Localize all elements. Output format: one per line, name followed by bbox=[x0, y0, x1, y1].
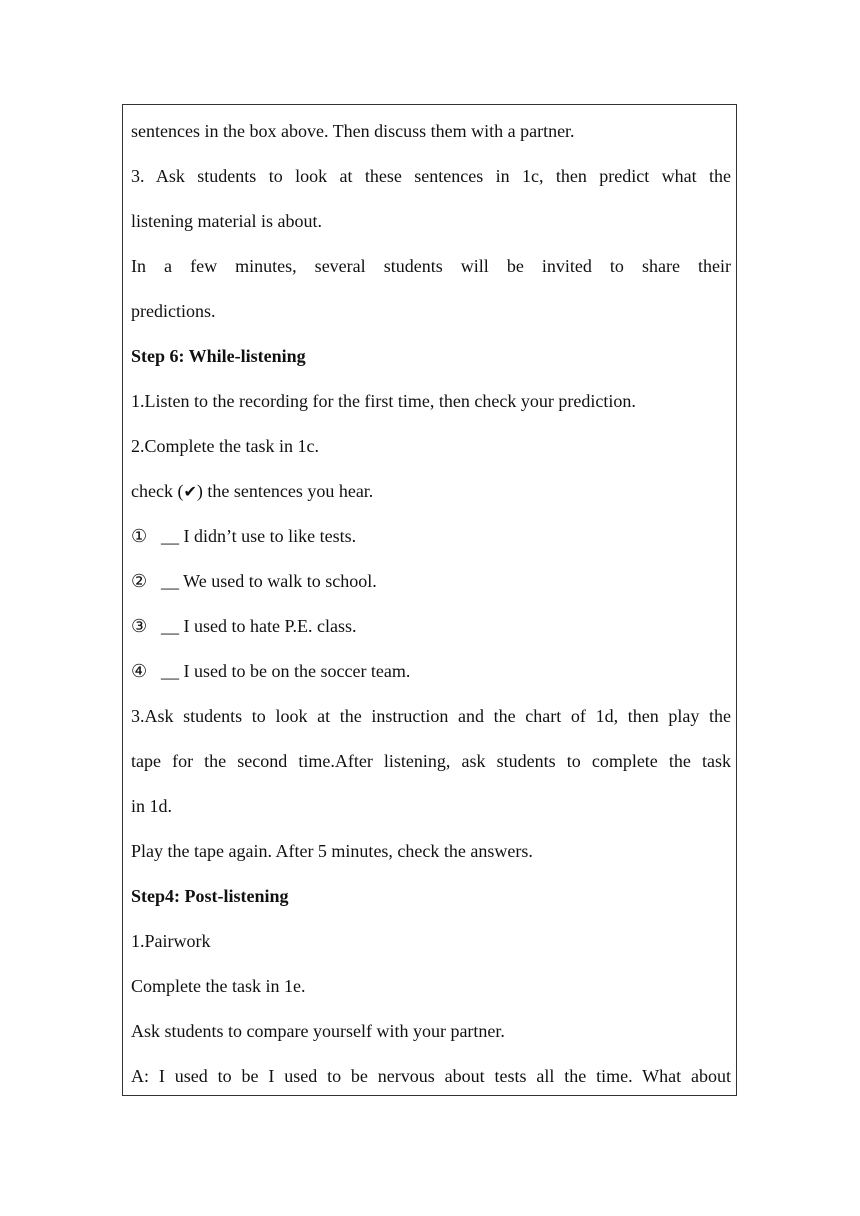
circled-number: ① bbox=[131, 526, 148, 546]
list-item bbox=[131, 604, 731, 649]
circled-number: ④ bbox=[131, 661, 148, 681]
step-heading: Step4: Post-listening bbox=[131, 886, 289, 906]
text-line: 2.Complete the task in 1c. bbox=[131, 436, 319, 456]
check-instruction-end: ) the sentences you hear. bbox=[196, 481, 374, 501]
text-line bbox=[131, 469, 731, 514]
text-line: in 1d. bbox=[131, 796, 173, 816]
step-heading: Step 6: While-listening bbox=[131, 346, 306, 366]
circled-number: ② bbox=[131, 571, 148, 591]
list-item bbox=[131, 514, 731, 559]
text-line: 3.Ask students to look at the instruction and the chart of 1d, then play the bbox=[131, 706, 731, 726]
list-item-text: __ I used to hate P.E. class. bbox=[161, 616, 357, 636]
list-item-text: __ I didn’t use to like tests. bbox=[161, 526, 357, 546]
list-item-text: __ I used to be on the soccer team. bbox=[161, 661, 411, 681]
text-line: 1.Pairwork bbox=[131, 931, 211, 951]
list-item bbox=[131, 559, 731, 604]
text-line: A: I used to be I used to be nervous about tests all the time. What about bbox=[131, 1066, 731, 1086]
lesson-text bbox=[131, 109, 731, 1099]
text-line: Ask students to compare yourself with your partner. bbox=[131, 1021, 505, 1041]
circled-number: ③ bbox=[131, 616, 148, 636]
text-line: 1.Listen to the recording for the first time, then check your prediction. bbox=[131, 391, 636, 411]
check-instruction-start: check ( bbox=[131, 481, 184, 501]
list-item bbox=[131, 649, 731, 694]
text-line: Complete the task in 1e. bbox=[131, 976, 306, 996]
check-mark-icon: ✔ bbox=[183, 482, 197, 501]
text-line: In a few minutes, several students will be invited to share their bbox=[131, 256, 731, 276]
text-line: 3. Ask students to look at these sentences in 1c, then predict what the bbox=[131, 166, 731, 186]
list-item-text: __ We used to walk to school. bbox=[161, 571, 377, 591]
text-line: listening material is about. bbox=[131, 211, 322, 231]
text-line: predictions. bbox=[131, 301, 216, 321]
text-line: Play the tape again. After 5 minutes, check the answers. bbox=[131, 841, 533, 861]
lesson-table-cell bbox=[122, 104, 737, 1096]
text-line: sentences in the box above. Then discuss them with a partner. bbox=[131, 121, 575, 141]
text-line: tape for the second time.After listening, ask students to complete the task bbox=[131, 751, 731, 771]
